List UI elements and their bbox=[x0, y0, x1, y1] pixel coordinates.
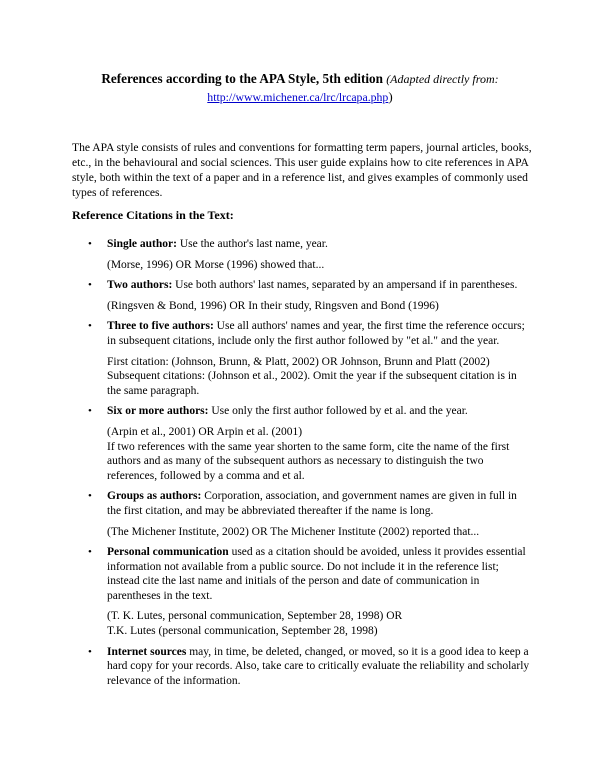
rule-term: Single author: bbox=[107, 238, 177, 250]
rule-text bbox=[107, 489, 532, 518]
rule-text bbox=[107, 404, 532, 419]
bullet-icon: • bbox=[88, 320, 92, 333]
list-item bbox=[72, 319, 532, 398]
example-line: First citation: (Johnson, Brunn, & Platt, 2002) OR Johnson, Brunn and Platt (2002) Subsequent citations: (Johnson et al., 2002). Omit the year if the subsequent citation is in the same paragraph. bbox=[107, 355, 517, 397]
document-title-block bbox=[60, 70, 540, 106]
list-item bbox=[72, 545, 532, 639]
example-line: If two references with the same year shorten to the same form, cite the name of the first authors and as many of the subsequent authors as necessary to distinguish the two references, followed by a comma and et al. bbox=[107, 440, 510, 482]
example-line: T.K. Lutes (personal communication, September 28, 1998) bbox=[107, 625, 378, 638]
bullet-icon: • bbox=[88, 405, 92, 418]
adapted-close: ) bbox=[388, 89, 393, 104]
example-block bbox=[107, 299, 532, 314]
bullet-icon: • bbox=[88, 546, 92, 559]
list-item bbox=[72, 489, 532, 539]
bullet-icon: • bbox=[88, 238, 92, 250]
example-block bbox=[107, 355, 532, 399]
example-block bbox=[107, 609, 532, 638]
example-block bbox=[107, 258, 532, 273]
rule-description: may, in time, be deleted, changed, or moved, so it is a good idea to keep a hard copy for your records. Also, take care to critically evaluate the reliability and scholarly relevance of the information. bbox=[107, 645, 530, 687]
example-line: (Arpin et al., 2001) OR Arpin et al. (2001) bbox=[107, 425, 303, 438]
rule-description: Corporation, association, and government names are given in full in the first citation, and may be abbreviated thereafter if the name is long. bbox=[107, 490, 517, 517]
list-item bbox=[72, 237, 532, 272]
rule-description: Use the author's last name, year. bbox=[176, 238, 328, 250]
rule-term: Six or more authors: bbox=[107, 405, 209, 418]
rule-text bbox=[107, 237, 532, 252]
adapted-colon: : bbox=[494, 72, 499, 86]
rule-description: used as a citation should be avoided, unless it provides essential information not available from a public source. Do not include it in the reference list; instead cite the last name and initials of the person and date of communication in parentheses in the text. bbox=[107, 546, 526, 602]
rule-term: Three to five authors: bbox=[107, 320, 214, 333]
rule-term: Two authors: bbox=[107, 279, 173, 292]
rule-text bbox=[107, 278, 532, 293]
rule-text bbox=[107, 645, 532, 689]
example-block bbox=[107, 425, 532, 483]
list-item bbox=[72, 278, 532, 313]
title-line-1 bbox=[60, 70, 540, 88]
adapted-open-text: (Adapted directly from bbox=[386, 72, 495, 86]
example-block bbox=[107, 525, 532, 540]
list-item bbox=[72, 404, 532, 483]
intro-paragraph: The APA style consists of rules and conventions for formatting term papers, journal articles, books, etc., in the behavioural and social sciences. This user guide explains how to cite references in APA style, both within the text of a paper and in a reference list, and gives examples of commonly used types of references. bbox=[72, 141, 532, 199]
title-line-2 bbox=[60, 88, 540, 106]
example-line: (The Michener Institute, 2002) OR The Michener Institute (2002) reported that... bbox=[107, 525, 480, 538]
section-heading: Reference Citations in the Text: bbox=[72, 208, 234, 222]
source-link[interactable]: http://www.michener.ca/lrc/lrcapa.php bbox=[207, 90, 389, 104]
adapted-note bbox=[386, 72, 498, 86]
rule-text bbox=[107, 319, 532, 348]
bullet-icon: • bbox=[88, 490, 92, 503]
bullet-icon: • bbox=[88, 279, 92, 292]
example-line: (T. K. Lutes, personal communication, September 28, 1998) OR bbox=[107, 610, 403, 623]
rule-term: Internet sources bbox=[107, 645, 187, 658]
citation-rules-list bbox=[72, 237, 532, 694]
rule-term: Groups as authors: bbox=[107, 490, 202, 503]
rule-text bbox=[107, 545, 532, 603]
rule-term: Personal communication bbox=[107, 546, 229, 559]
example-line: (Morse, 1996) OR Morse (1996) showed that... bbox=[107, 258, 325, 271]
rule-description: Use both authors' last names, separated by an ampersand if in parentheses. bbox=[172, 279, 518, 292]
rule-description: Use only the first author followed by et al. and the year. bbox=[208, 405, 468, 418]
rule-description: Use all authors' names and year, the first time the reference occurs; in subsequent citations, include only the first author followed by "et al." and the year. bbox=[107, 320, 525, 347]
bullet-icon: • bbox=[88, 645, 92, 658]
document-title: References according to the APA Style, 5th edition bbox=[101, 71, 383, 86]
list-item bbox=[72, 645, 532, 689]
example-line: (Ringsven & Bond, 1996) OR In their study, Ringsven and Bond (1996) bbox=[107, 299, 439, 312]
